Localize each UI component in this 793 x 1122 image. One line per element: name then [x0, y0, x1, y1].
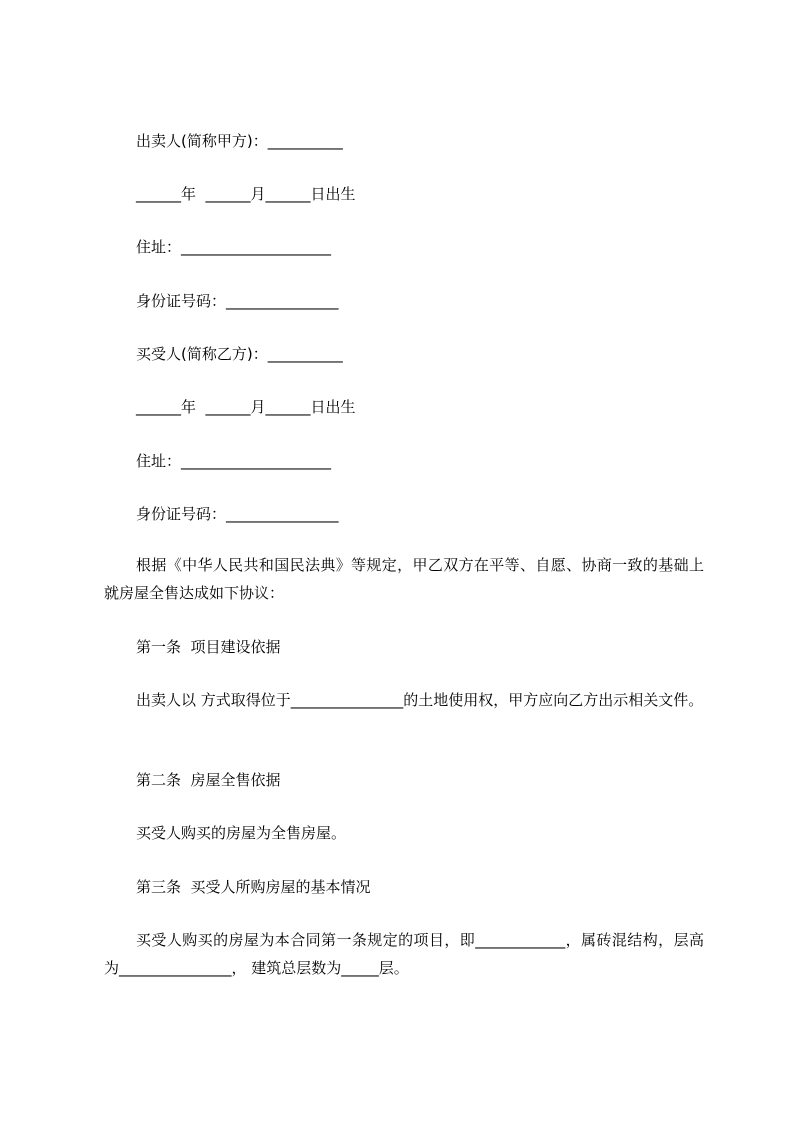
- article-1-title: 第一条 项目建设依据: [136, 638, 281, 656]
- seller-id-number: 身份证号码：_______________: [136, 292, 339, 310]
- article-2-body: 买受人购买的房屋为全售房屋。: [136, 824, 347, 842]
- seller-address: 住址：____________________: [136, 238, 332, 256]
- buyer-id-number: 身份证号码：_______________: [136, 505, 339, 523]
- buyer-address: 住址：____________________: [136, 452, 332, 470]
- intro-paragraph: 根据《中华人民共和国民法典》等规定，甲乙双方在平等、自愿、协商一致的基础上就房屋全售达成如下协议：: [104, 556, 704, 602]
- article-1-body: 出卖人以 方式取得位于_______________的土地使用权，甲方应向乙方出示相关文件。: [136, 691, 704, 709]
- seller-heading: 出卖人(简称甲方)：__________: [136, 132, 343, 150]
- seller-birth-date: ______年 ______月______日出生: [136, 185, 356, 203]
- article-3-body: 买受人购买的房屋为本合同第一条规定的项目，即____________，属砖混结构，层高为_______________， 建筑总层数为_____层。: [104, 931, 704, 977]
- buyer-heading: 买受人(简称乙方)：__________: [136, 345, 343, 363]
- buyer-birth-date: ______年 ______月______日出生: [136, 398, 356, 416]
- article-3-title: 第三条 买受人所购房屋的基本情况: [136, 878, 371, 896]
- article-2-title: 第二条 房屋全售依据: [136, 771, 281, 789]
